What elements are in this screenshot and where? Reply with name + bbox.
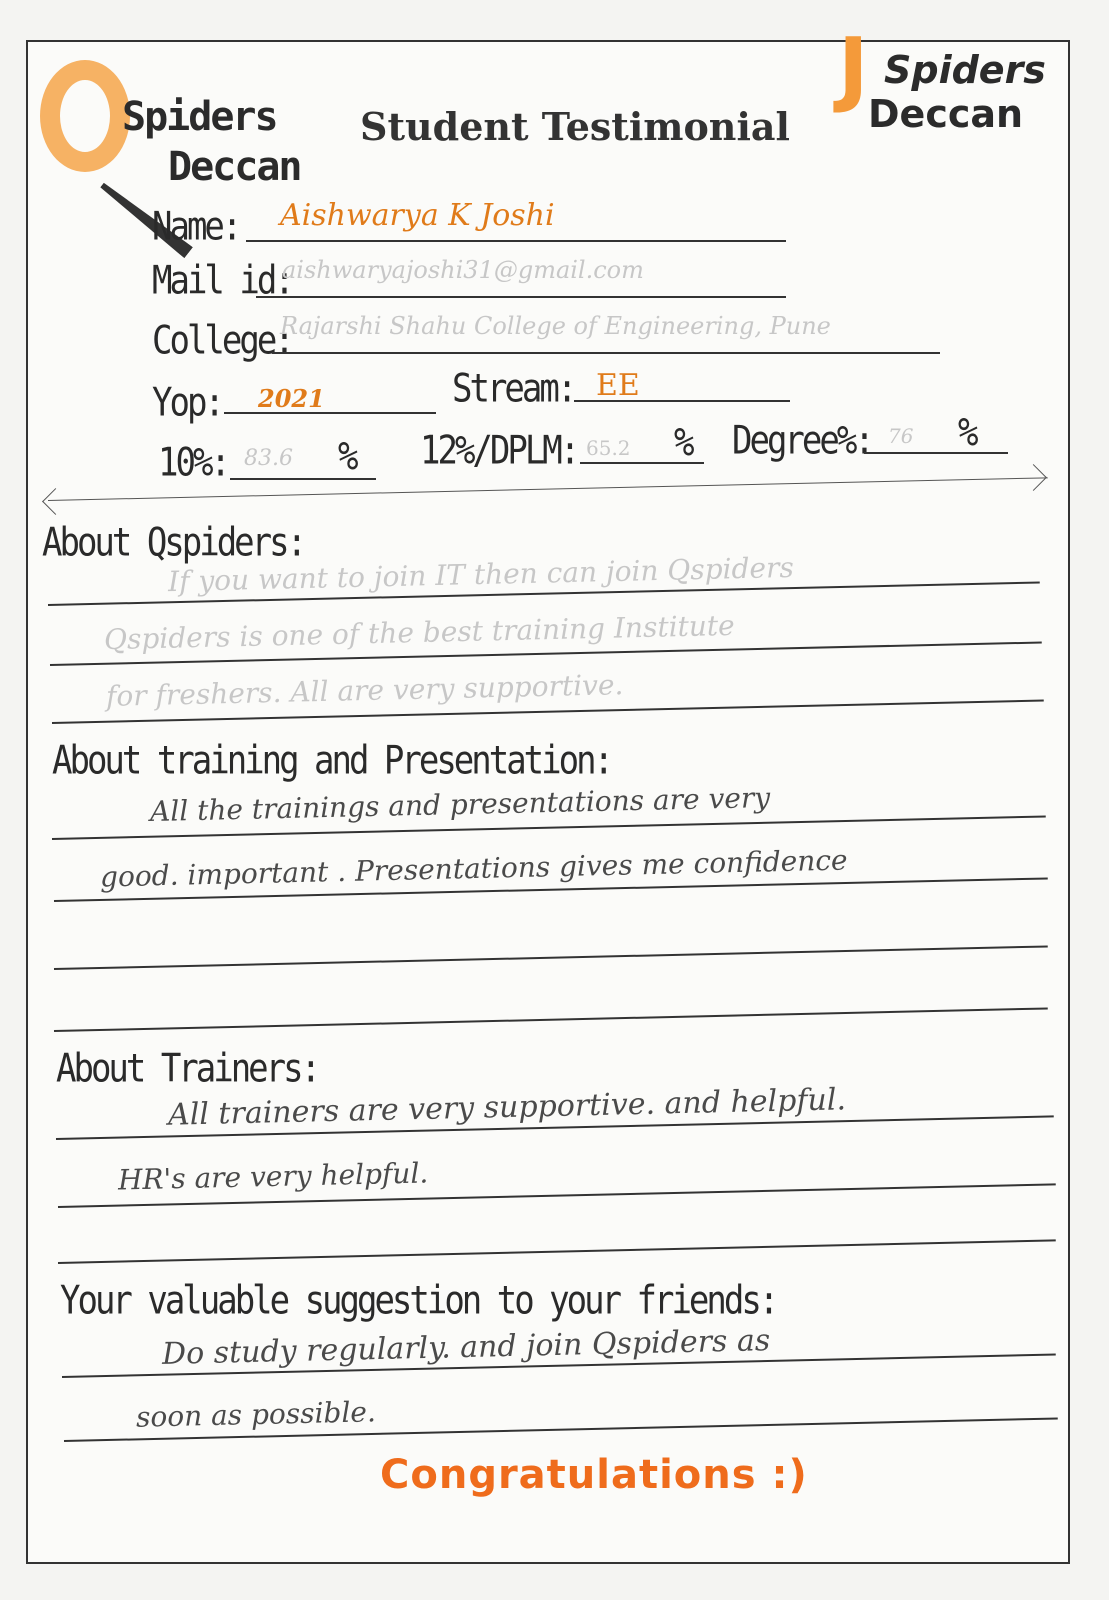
yop-line: [224, 412, 436, 414]
degree-value: 76: [888, 424, 914, 448]
about-training-label: About training and Presentation:: [52, 738, 612, 784]
mail-value: aishwaryajoshi31@gmail.com: [282, 256, 644, 284]
q-ring-icon: [40, 60, 130, 172]
jspiders-logo-line2: Deccan: [868, 92, 1024, 136]
training-text-1: All the trainings and presentations are very: [149, 780, 771, 829]
college-line: [272, 352, 940, 354]
suggestion-label: Your valuable suggestion to your friends:: [60, 1278, 777, 1324]
qspiders-logo-line1: Spiders: [122, 94, 277, 140]
trainers-text-2: HR's are very helpful.: [117, 1156, 429, 1197]
training-text-2: good. important . Presentations gives me confidence: [99, 843, 848, 894]
about-trainers-label: About Trainers:: [56, 1046, 319, 1092]
congratulations-text: Congratulations :): [380, 1452, 808, 1498]
tenth-label: 10%:: [158, 440, 228, 486]
yop-value: 2021: [258, 384, 325, 413]
jspiders-logo: [838, 21, 1046, 148]
twelfth-value: 65.2: [586, 436, 631, 460]
qspiders-logo-line2: Deccan: [168, 144, 301, 190]
mail-line: [256, 296, 786, 298]
page-title: Student Testimonial: [360, 104, 790, 149]
qspiders-logo: [40, 60, 300, 220]
qspiders-text-1: If you want to join IT then can join Qspiders: [167, 550, 795, 599]
tenth-value: 83.6: [244, 446, 293, 471]
j-letter-icon: J: [838, 21, 869, 116]
twelfth-label: 12%/DPLM:: [420, 428, 578, 474]
stream-value: EE: [596, 368, 640, 403]
college-label: College:: [152, 318, 292, 364]
tenth-percent: %: [338, 434, 359, 480]
degree-line: [864, 452, 1008, 454]
jspiders-logo-line1: Spiders: [884, 48, 1046, 92]
stream-label: Stream:: [452, 366, 575, 412]
qspiders-text-2: Qspiders is one of the best training Institute: [103, 608, 736, 657]
qspiders-text-3: for freshers. All are very supportive.: [105, 668, 624, 713]
suggestion-text-2: soon as possible.: [135, 1395, 377, 1434]
about-qspiders-label: About Qspiders:: [42, 520, 305, 566]
trainers-text-1: All trainers are very supportive. and helpful.: [167, 1082, 847, 1133]
suggestion-text-1: Do study regularly. and join Qspiders as: [161, 1323, 771, 1372]
degree-label: Degree%:: [732, 418, 872, 464]
degree-percent: %: [958, 410, 979, 456]
name-label: Name:: [152, 204, 240, 250]
twelfth-percent: %: [674, 420, 695, 466]
yop-label: Yop:: [152, 380, 222, 426]
name-line: [246, 240, 786, 242]
college-value: Rajarshi Shahu College of Engineering, Pune: [280, 312, 831, 340]
mail-label: Mail id:: [152, 258, 292, 304]
name-value: Aishwarya K Joshi: [280, 198, 555, 233]
